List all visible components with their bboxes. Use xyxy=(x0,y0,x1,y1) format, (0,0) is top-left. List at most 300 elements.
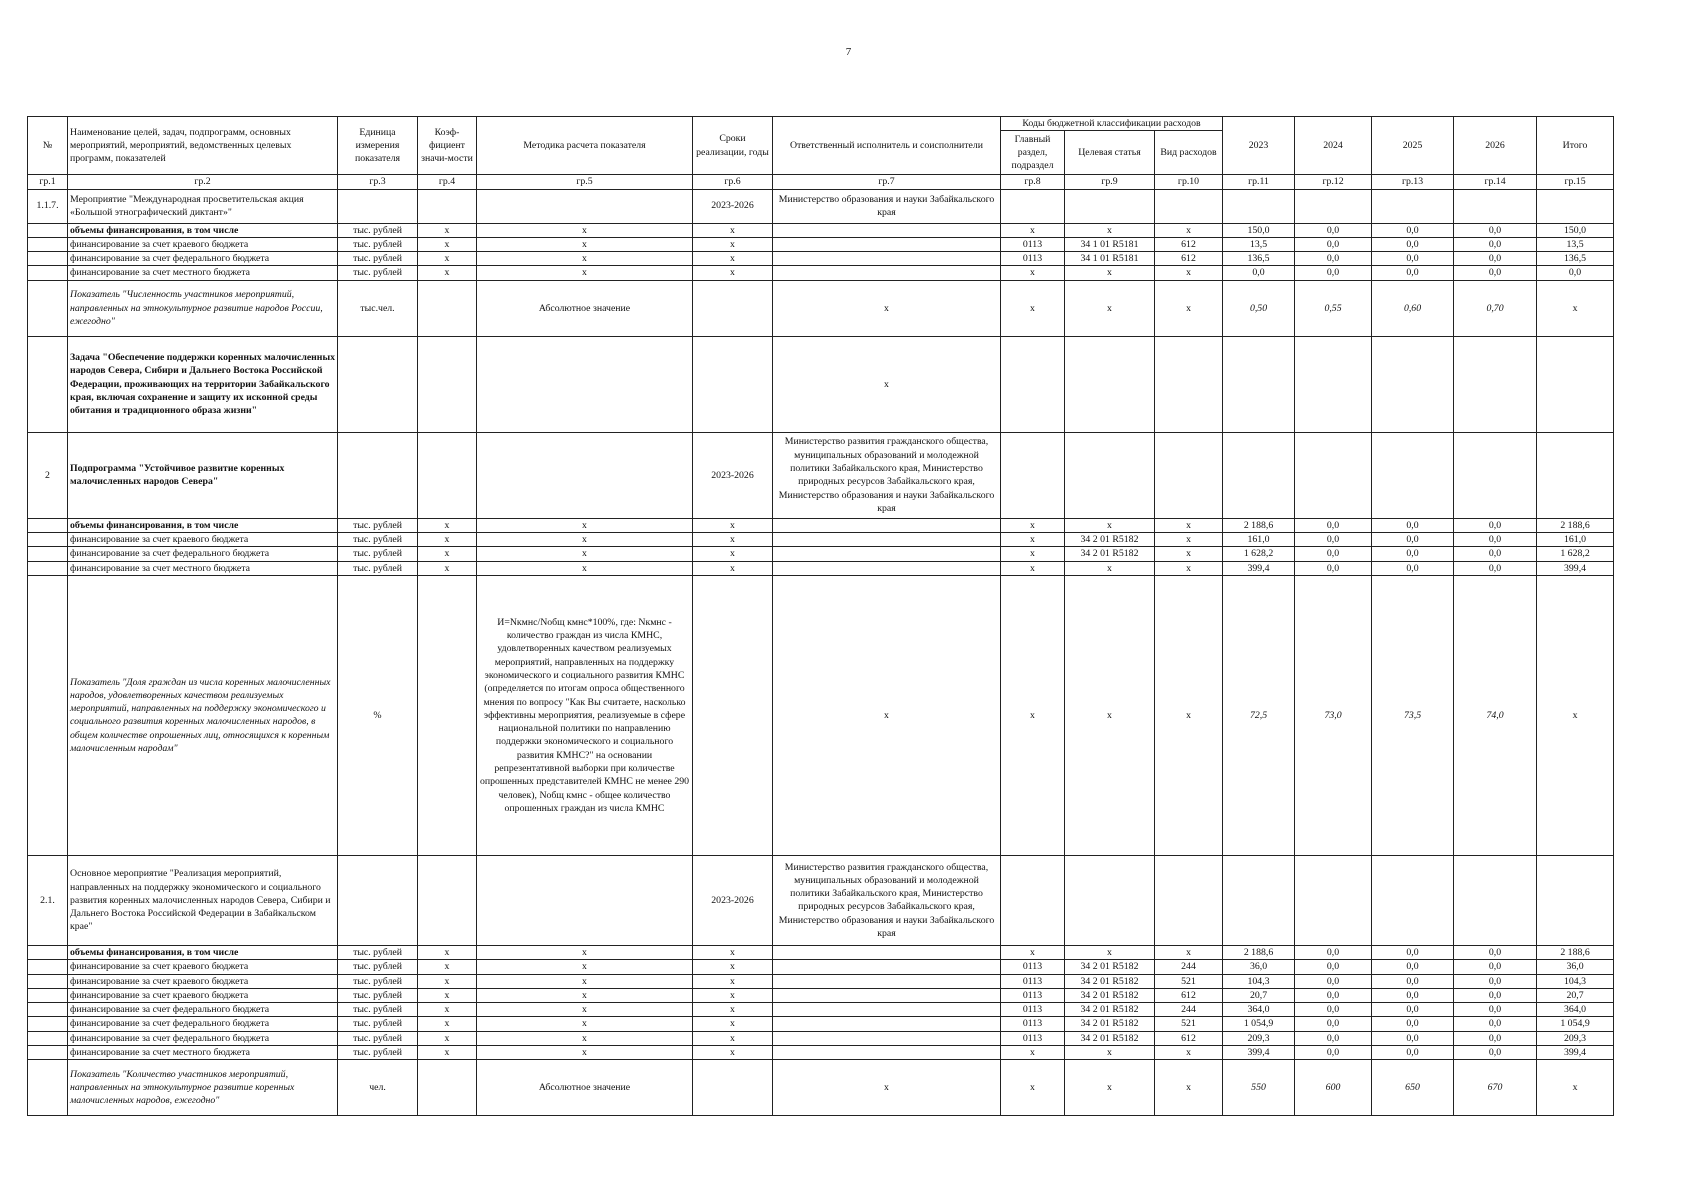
table-cell: 550 xyxy=(1223,1060,1295,1116)
column-number-cell: гр.14 xyxy=(1454,175,1537,189)
table-cell: х xyxy=(1065,1046,1155,1060)
table-cell: 0,0 xyxy=(1454,1003,1537,1017)
table-cell: 0,0 xyxy=(1372,237,1454,251)
table-cell: х xyxy=(1065,518,1155,532)
table-cell: 0,0 xyxy=(1372,533,1454,547)
table-row xyxy=(28,252,1614,266)
table-cell: чел. xyxy=(338,1060,418,1116)
table-cell: 136,5 xyxy=(1223,252,1295,266)
column-number-cell: гр.5 xyxy=(477,175,693,189)
table-cell xyxy=(28,280,68,336)
table-cell: х xyxy=(1001,280,1065,336)
table-cell: х xyxy=(773,280,1001,336)
table-cell xyxy=(1155,855,1223,945)
header-coef: Коэф-фициент значи-мости xyxy=(418,117,477,175)
table-cell xyxy=(773,1003,1001,1017)
table-cell xyxy=(418,432,477,518)
table-cell: тыс. рублей xyxy=(338,974,418,988)
table-cell: 0,0 xyxy=(1372,960,1454,974)
table-cell: тыс. рублей xyxy=(338,945,418,959)
table-row xyxy=(28,189,1614,223)
table-cell: 670 xyxy=(1454,1060,1537,1116)
table-cell: х xyxy=(1155,547,1223,561)
table-cell xyxy=(773,1031,1001,1045)
table-cell xyxy=(693,575,773,855)
table-cell: Подпрограмма "Устойчивое развитие коренных малочисленных народов Севера" xyxy=(68,432,338,518)
table-cell xyxy=(418,336,477,432)
table-cell: х xyxy=(693,223,773,237)
table-cell: финансирование за счет федерального бюджета xyxy=(68,252,338,266)
table-cell: финансирование за счет краевого бюджета xyxy=(68,988,338,1002)
table-cell: Основное мероприятие "Реализация мероприятий, направленных на поддержку экономического и социального развития коренных малочисленных народов Севера, Сибири и Дальнего Востока Российской Федерации в Забайкальском крае" xyxy=(68,855,338,945)
table-cell: 364,0 xyxy=(1537,1003,1614,1017)
table-cell: 0113 xyxy=(1001,237,1065,251)
table-cell: х xyxy=(1065,575,1155,855)
table-cell: х xyxy=(418,974,477,988)
table-cell: х xyxy=(1155,1046,1223,1060)
table-cell xyxy=(28,336,68,432)
table-cell: 104,3 xyxy=(1223,974,1295,988)
table-cell: Показатель "Количество участников мероприятий, направленных на этнокультурное развитие коренных малочисленных народов, ежегодно" xyxy=(68,1060,338,1116)
table-cell xyxy=(1001,189,1065,223)
table-cell: х xyxy=(477,988,693,1002)
header-responsible: Ответственный исполнитель и соисполнители xyxy=(773,117,1001,175)
table-cell xyxy=(773,252,1001,266)
table-cell xyxy=(28,974,68,988)
table-cell: 73,5 xyxy=(1372,575,1454,855)
column-number-cell: гр.7 xyxy=(773,175,1001,189)
table-cell: х xyxy=(1001,266,1065,280)
table-cell: 34 1 01 R5181 xyxy=(1065,237,1155,251)
table-cell: 104,3 xyxy=(1537,974,1614,988)
table-cell: Министерство развития гражданского общества, муниципальных образований и молодежной политики Забайкальского края, Министерство природных ресурсов Забайкальского края, Министерство образования и науки Забайкальского края xyxy=(773,855,1001,945)
table-cell: 0,0 xyxy=(1295,1003,1372,1017)
header-2025: 2025 xyxy=(1372,117,1454,175)
table-cell: 612 xyxy=(1155,1031,1223,1045)
table-cell: 0,0 xyxy=(1372,945,1454,959)
table-cell: 0,0 xyxy=(1454,533,1537,547)
table-cell: тыс. рублей xyxy=(338,1031,418,1045)
table-cell xyxy=(28,1031,68,1045)
table-cell: х xyxy=(418,533,477,547)
table-cell: х xyxy=(1001,1046,1065,1060)
table-cell: х xyxy=(418,266,477,280)
table-cell: 0,0 xyxy=(1537,266,1614,280)
table-cell: 399,4 xyxy=(1223,1046,1295,1060)
table-cell: объемы финансирования, в том числе xyxy=(68,518,338,532)
table-cell: 150,0 xyxy=(1537,223,1614,237)
table-cell xyxy=(1537,336,1614,432)
table-cell: 0113 xyxy=(1001,1031,1065,1045)
table-cell: 0,0 xyxy=(1454,960,1537,974)
table-cell: 0,0 xyxy=(1454,518,1537,532)
table-cell: 244 xyxy=(1155,960,1223,974)
table-cell: х xyxy=(1001,1060,1065,1116)
table-cell: 36,0 xyxy=(1537,960,1614,974)
table-cell: 0,0 xyxy=(1372,223,1454,237)
table-cell: Министерство развития гражданского общества, муниципальных образований и молодежной политики Забайкальского края, Министерство природных ресурсов Забайкальского края, Министерство образования и науки Забайкальского края xyxy=(773,432,1001,518)
table-cell: 521 xyxy=(1155,1017,1223,1031)
table-row xyxy=(28,533,1614,547)
column-number-cell: гр.13 xyxy=(1372,175,1454,189)
table-cell: 34 1 01 R5181 xyxy=(1065,252,1155,266)
table-cell: х xyxy=(1001,223,1065,237)
table-cell: 0,0 xyxy=(1454,1046,1537,1060)
table-row xyxy=(28,855,1614,945)
table-cell xyxy=(28,533,68,547)
table-cell: 0,0 xyxy=(1372,974,1454,988)
table-cell xyxy=(28,960,68,974)
table-cell: 1.1.7. xyxy=(28,189,68,223)
table-cell: х xyxy=(1155,280,1223,336)
column-number-cell: гр.6 xyxy=(693,175,773,189)
table-cell: х xyxy=(418,1046,477,1060)
table-cell: 0,0 xyxy=(1295,561,1372,575)
table-cell: х xyxy=(693,1046,773,1060)
table-cell: 34 2 01 R5182 xyxy=(1065,960,1155,974)
table-cell xyxy=(1372,432,1454,518)
table-row xyxy=(28,1060,1614,1116)
table-cell: 2 188,6 xyxy=(1223,518,1295,532)
table-cell xyxy=(1454,855,1537,945)
table-cell xyxy=(418,855,477,945)
table-cell: х xyxy=(418,988,477,1002)
table-cell: Мероприятие "Международная просветительская акция «Большой этнографический диктант»" xyxy=(68,189,338,223)
table-row xyxy=(28,223,1614,237)
table-cell: тыс. рублей xyxy=(338,1003,418,1017)
table-cell: х xyxy=(1065,266,1155,280)
table-cell: х xyxy=(693,252,773,266)
table-cell: 34 2 01 R5182 xyxy=(1065,988,1155,1002)
table-cell: х xyxy=(693,988,773,1002)
table-cell: Абсолютное значение xyxy=(477,1060,693,1116)
table-cell: 0,50 xyxy=(1223,280,1295,336)
table-cell: 161,0 xyxy=(1223,533,1295,547)
column-number-cell: гр.11 xyxy=(1223,175,1295,189)
column-number-row xyxy=(28,175,1614,189)
header-budget-codes: Коды бюджетной классификации расходов xyxy=(1001,117,1223,131)
table-cell: 0,0 xyxy=(1295,1017,1372,1031)
table-cell: 13,5 xyxy=(1537,237,1614,251)
table-cell: финансирование за счет краевого бюджета xyxy=(68,974,338,988)
table-cell xyxy=(477,189,693,223)
table-cell: 0,0 xyxy=(1295,974,1372,988)
table-cell: тыс. рублей xyxy=(338,533,418,547)
table-cell: х xyxy=(1155,266,1223,280)
table-cell: х xyxy=(418,223,477,237)
table-cell xyxy=(773,974,1001,988)
header-2023: 2023 xyxy=(1223,117,1295,175)
table-cell: 0,0 xyxy=(1454,547,1537,561)
table-cell: 364,0 xyxy=(1223,1003,1295,1017)
table-cell: х xyxy=(418,1003,477,1017)
table-row xyxy=(28,1031,1614,1045)
table-cell: х xyxy=(477,974,693,988)
table-cell: 0,0 xyxy=(1454,266,1537,280)
table-cell: х xyxy=(1001,533,1065,547)
table-row xyxy=(28,237,1614,251)
table-cell: 0,70 xyxy=(1454,280,1537,336)
table-cell xyxy=(28,1060,68,1116)
table-cell xyxy=(1537,432,1614,518)
table-cell xyxy=(1223,189,1295,223)
table-cell: Задача "Обеспечение поддержки коренных малочисленных народов Севера, Сибири и Дальнего Востока Российской Федерации, проживающих на территории Забайкальского края, включая сохранение и защиту их исконной среды обитания и традиционного образа жизни" xyxy=(68,336,338,432)
table-row xyxy=(28,960,1614,974)
table-cell: х xyxy=(1065,223,1155,237)
table-cell: 2 188,6 xyxy=(1537,518,1614,532)
header-section: Главный раздел, подраздел xyxy=(1001,131,1065,175)
table-cell: финансирование за счет федерального бюджета xyxy=(68,547,338,561)
table-cell: 0,0 xyxy=(1223,266,1295,280)
table-cell xyxy=(1065,189,1155,223)
table-cell: 0,0 xyxy=(1295,518,1372,532)
table-cell xyxy=(418,1060,477,1116)
table-cell: х xyxy=(1001,547,1065,561)
table-cell: 2 188,6 xyxy=(1223,945,1295,959)
table-cell: тыс. рублей xyxy=(338,237,418,251)
table-cell xyxy=(1001,432,1065,518)
table-cell: 0,0 xyxy=(1454,1017,1537,1031)
table-cell: х xyxy=(1065,1060,1155,1116)
table-cell: х xyxy=(418,547,477,561)
table-cell xyxy=(773,266,1001,280)
table-cell: 0,0 xyxy=(1372,1031,1454,1045)
table-cell xyxy=(28,575,68,855)
table-cell: х xyxy=(418,561,477,575)
table-cell xyxy=(338,432,418,518)
table-cell: х xyxy=(418,1017,477,1031)
table-cell: 0,0 xyxy=(1295,1046,1372,1060)
table-cell: х xyxy=(693,1017,773,1031)
table-cell xyxy=(477,336,693,432)
table-cell xyxy=(28,1046,68,1060)
table-cell xyxy=(28,1017,68,1031)
table-cell: 0,0 xyxy=(1454,1031,1537,1045)
table-cell xyxy=(1155,189,1223,223)
table-cell: 612 xyxy=(1155,988,1223,1002)
table-row xyxy=(28,945,1614,959)
table-cell: 0,0 xyxy=(1295,533,1372,547)
table-cell: х xyxy=(477,1017,693,1031)
header-2024: 2024 xyxy=(1295,117,1372,175)
table-cell xyxy=(1372,189,1454,223)
table-cell: х xyxy=(477,533,693,547)
table-row xyxy=(28,1003,1614,1017)
table-cell: 399,4 xyxy=(1223,561,1295,575)
table-cell xyxy=(1537,189,1614,223)
table-cell: х xyxy=(773,575,1001,855)
table-cell: х xyxy=(1155,561,1223,575)
table-cell xyxy=(28,1003,68,1017)
table-cell xyxy=(1295,855,1372,945)
table-row xyxy=(28,280,1614,336)
table-cell: финансирование за счет федерального бюджета xyxy=(68,1031,338,1045)
table-cell xyxy=(773,533,1001,547)
table-cell: х xyxy=(693,561,773,575)
table-row xyxy=(28,1017,1614,1031)
table-cell xyxy=(28,518,68,532)
table-row xyxy=(28,988,1614,1002)
table-cell: х xyxy=(1537,280,1614,336)
table-cell xyxy=(1001,855,1065,945)
table-cell: 0,0 xyxy=(1372,547,1454,561)
table-cell: Министерство образования и науки Забайкальского края xyxy=(773,189,1001,223)
table-cell: 1 628,2 xyxy=(1537,547,1614,561)
table-cell: 0,0 xyxy=(1454,223,1537,237)
table-cell: 0,55 xyxy=(1295,280,1372,336)
table-cell: 2 188,6 xyxy=(1537,945,1614,959)
table-cell: 0,0 xyxy=(1454,974,1537,988)
table-cell xyxy=(693,336,773,432)
table-cell: х xyxy=(693,960,773,974)
table-cell: 0113 xyxy=(1001,252,1065,266)
table-cell xyxy=(773,960,1001,974)
table-cell: 72,5 xyxy=(1223,575,1295,855)
table-cell: 209,3 xyxy=(1223,1031,1295,1045)
header-terms: Сроки реализации, годы xyxy=(693,117,773,175)
table-cell xyxy=(28,266,68,280)
table-cell xyxy=(1454,189,1537,223)
table-cell: х xyxy=(693,1031,773,1045)
table-cell: х xyxy=(1155,575,1223,855)
column-number-cell: гр.8 xyxy=(1001,175,1065,189)
table-cell: х xyxy=(477,561,693,575)
table-cell xyxy=(1295,189,1372,223)
table-cell xyxy=(1372,336,1454,432)
table-cell: 0,0 xyxy=(1295,223,1372,237)
table-cell: 0,0 xyxy=(1295,960,1372,974)
table-cell: 2023-2026 xyxy=(693,189,773,223)
table-cell: х xyxy=(693,547,773,561)
table-cell: 0,0 xyxy=(1454,237,1537,251)
table-cell xyxy=(773,988,1001,1002)
column-number-cell: гр.15 xyxy=(1537,175,1614,189)
table-cell: х xyxy=(477,960,693,974)
table-cell: 0,0 xyxy=(1454,945,1537,959)
column-number-cell: гр.1 xyxy=(28,175,68,189)
table-cell: 2 xyxy=(28,432,68,518)
table-cell: 0,0 xyxy=(1372,266,1454,280)
table-cell: 612 xyxy=(1155,237,1223,251)
table-cell xyxy=(28,223,68,237)
header-exp-type: Вид расходов xyxy=(1155,131,1223,175)
table-cell: 1 054,9 xyxy=(1223,1017,1295,1031)
table-cell xyxy=(773,1046,1001,1060)
table-cell xyxy=(1001,336,1065,432)
table-cell: 0,0 xyxy=(1372,988,1454,1002)
column-number-cell: гр.3 xyxy=(338,175,418,189)
table-cell: х xyxy=(1001,945,1065,959)
table-cell: 0,60 xyxy=(1372,280,1454,336)
table-cell: 244 xyxy=(1155,1003,1223,1017)
table-cell: тыс. рублей xyxy=(338,561,418,575)
table-cell: 0,0 xyxy=(1372,561,1454,575)
table-cell xyxy=(1454,336,1537,432)
table-cell: х xyxy=(693,266,773,280)
table-cell xyxy=(28,252,68,266)
table-cell xyxy=(28,988,68,1002)
table-cell: 2.1. xyxy=(28,855,68,945)
table-cell: 20,7 xyxy=(1537,988,1614,1002)
table-row xyxy=(28,266,1614,280)
table-cell: И=Nкмнс/Nобщ кмнс*100%, где: Nкмнс - количество граждан из числа КМНС, удовлетворенных качеством реализуемых мероприятий, направленных на поддержку экономического и социального развития КМНС (определяется по итогам опроса общественного мнения по вопросу "Как Вы считаете, насколько эффективны мероприятия, реализуемые в сфере национальной политики по направлению поддержки экономического и социального развития КМНС?" на основании репрезентативной выборки при количестве опрошенных представителей КМНС не менее 290 человек), Nобщ кмнс - общее количество опрошенных граждан из числа КМНС xyxy=(477,575,693,855)
table-cell: х xyxy=(693,945,773,959)
table-cell: х xyxy=(1155,223,1223,237)
table-cell: 0113 xyxy=(1001,1003,1065,1017)
table-cell: 34 2 01 R5182 xyxy=(1065,1017,1155,1031)
table-cell xyxy=(1537,855,1614,945)
table-cell: тыс. рублей xyxy=(338,518,418,532)
table-cell: х xyxy=(1001,561,1065,575)
table-cell xyxy=(1223,855,1295,945)
table-row xyxy=(28,974,1614,988)
table-cell: х xyxy=(1537,1060,1614,1116)
table-cell: х xyxy=(418,518,477,532)
table-cell xyxy=(418,575,477,855)
table-cell: финансирование за счет краевого бюджета xyxy=(68,237,338,251)
table-row xyxy=(28,547,1614,561)
table-cell: х xyxy=(1065,945,1155,959)
table-cell xyxy=(477,855,693,945)
table-cell: 20,7 xyxy=(1223,988,1295,1002)
table-cell: 36,0 xyxy=(1223,960,1295,974)
table-cell: 0,0 xyxy=(1295,252,1372,266)
table-cell: финансирование за счет местного бюджета xyxy=(68,1046,338,1060)
table-cell: х xyxy=(477,237,693,251)
table-cell xyxy=(693,280,773,336)
header-total: Итого xyxy=(1537,117,1614,175)
table-cell xyxy=(773,547,1001,561)
table-cell xyxy=(1065,855,1155,945)
table-cell: 2023-2026 xyxy=(693,855,773,945)
table-cell xyxy=(1223,336,1295,432)
table-cell: 0,0 xyxy=(1372,252,1454,266)
table-cell: 209,3 xyxy=(1537,1031,1614,1045)
table-row xyxy=(28,1046,1614,1060)
table-cell: х xyxy=(477,223,693,237)
table-cell: х xyxy=(1001,575,1065,855)
table-cell: 136,5 xyxy=(1537,252,1614,266)
table-cell: тыс. рублей xyxy=(338,1046,418,1060)
table-cell: 161,0 xyxy=(1537,533,1614,547)
header-name: Наименование целей, задач, подпрограмм, основных мероприятий, мероприятий, ведомственных целевых программ, показателей xyxy=(68,117,338,175)
table-cell: 34 2 01 R5182 xyxy=(1065,533,1155,547)
table-cell: финансирование за счет федерального бюджета xyxy=(68,1017,338,1031)
table-cell: х xyxy=(1001,518,1065,532)
table-cell: 73,0 xyxy=(1295,575,1372,855)
table-cell: х xyxy=(1155,1060,1223,1116)
table-cell: 600 xyxy=(1295,1060,1372,1116)
table-cell: тыс. рублей xyxy=(338,266,418,280)
table-cell xyxy=(338,336,418,432)
table-cell: х xyxy=(1155,945,1223,959)
table-cell: 34 2 01 R5182 xyxy=(1065,974,1155,988)
table-cell: 74,0 xyxy=(1454,575,1537,855)
table-cell: х xyxy=(693,237,773,251)
table-cell: % xyxy=(338,575,418,855)
table-row xyxy=(28,561,1614,575)
table-cell xyxy=(28,561,68,575)
table-cell xyxy=(338,189,418,223)
table-cell xyxy=(1065,432,1155,518)
table-cell xyxy=(338,855,418,945)
table-cell: 0,0 xyxy=(1372,518,1454,532)
table-cell: тыс. рублей xyxy=(338,223,418,237)
table-cell: 0,0 xyxy=(1295,1031,1372,1045)
table-cell: х xyxy=(477,1003,693,1017)
table-cell xyxy=(418,280,477,336)
table-cell: Показатель "Численность участников мероприятий, направленных на этнокультурное развитие народов России, ежегодно" xyxy=(68,280,338,336)
